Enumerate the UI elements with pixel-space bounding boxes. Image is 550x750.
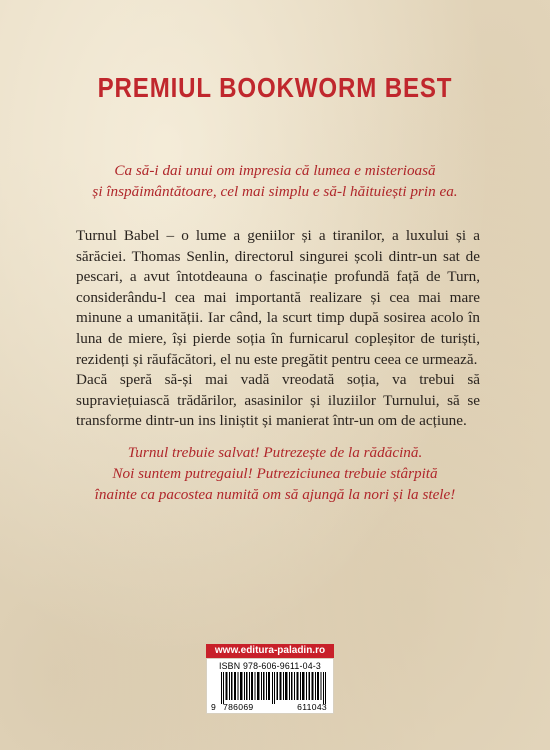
isbn-label: ISBN 978-606-9611-04-3 bbox=[218, 661, 322, 671]
closing-quote bbox=[40, 442, 510, 505]
description-paragraph: Dacă speră să-și mai vadă vreodată soția, va trebui să supraviețuiască trădărilor, asasinilor și iluziilor Turnului, să se transforme dintr-un ins liniștit și manierat într-un om de acțiune. bbox=[76, 371, 480, 430]
closing-quote-line: Noi suntem putregaiul! Putreziciunea trebuie stârpită bbox=[112, 465, 438, 482]
publisher-url: www.editura-paladin.ro bbox=[206, 644, 334, 658]
description-paragraph: Turnul Babel – o lume a geniilor și a tiranilor, a luxului și a sărăciei. Thomas Senlin, directorul singurei școli dintr-un sat de pescari, a avut întotdeauna o fascinație profundă față de Turn, considerându-l cea mai importantă realizare și cea mai mare minune a umanității. Iar când, la scurt timp după sosirea acolo în luna de miere, își pierde soția în furnicarul copleșitor de turiști, rezidenți și răufăcători, el nu este pregătit pentru ceea ce urmează. bbox=[76, 227, 480, 368]
barcode-group: 786069 bbox=[223, 702, 254, 712]
closing-quote-line: Turnul trebuie salvat! Putrezește de la rădăcină. bbox=[127, 444, 423, 461]
barcode-digits bbox=[223, 702, 327, 712]
book-description bbox=[76, 226, 480, 432]
epigraph-line: Ca să-i dai unui om impresia că lumea e misterioasă bbox=[114, 162, 436, 179]
barcode-first-digit: 9 bbox=[211, 702, 216, 712]
barcode-panel bbox=[206, 658, 334, 714]
barcode-group: 611043 bbox=[297, 702, 327, 712]
epigraph-line: și înspăimântătoare, cel mai simplu e să-l hăituiești prin ea. bbox=[92, 183, 458, 200]
award-title: PREMIUL BOOKWORM BEST bbox=[97, 72, 453, 103]
barcode-icon bbox=[221, 672, 327, 704]
closing-quote-line: înainte ca pacostea numită om să ajungă la nori și la stele! bbox=[94, 486, 456, 503]
epigraph bbox=[40, 160, 510, 202]
